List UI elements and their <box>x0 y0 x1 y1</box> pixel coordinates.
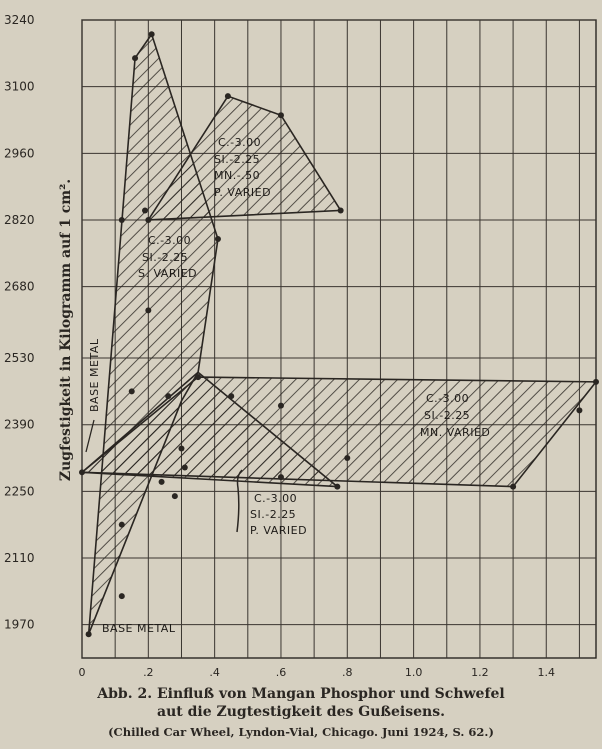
label-s-varied-line3: S. VARIED <box>138 267 198 280</box>
x-tick-label: .8 <box>342 666 353 679</box>
label-p-varied-line2: SI.-2.25 <box>250 508 297 521</box>
x-tick-label: .4 <box>209 666 220 679</box>
label-s-varied-line2: SI.-2.25 <box>142 251 189 264</box>
series-layer <box>79 31 599 637</box>
data-point-s_varied <box>215 236 221 242</box>
data-point-p_varied <box>278 474 284 480</box>
label-mn-varied-line3: MN. VARIED <box>420 426 491 439</box>
data-point-p_varied <box>182 465 188 471</box>
data-point-mn_varied <box>576 407 582 413</box>
data-point-s_varied <box>149 31 155 37</box>
data-point-p_varied <box>334 484 340 490</box>
annotation-base-metal-bottom: BASE METAL <box>102 622 176 635</box>
y-tick-label: 3100 <box>4 79 35 94</box>
x-tick-label: .2 <box>143 666 154 679</box>
y-tick-label: 2110 <box>4 551 35 566</box>
label-mn-p050-line4: P. VARIED <box>214 186 272 199</box>
data-point-s_varied <box>145 307 151 313</box>
label-mn-varied-line2: SI.-2.25 <box>424 409 471 422</box>
data-point-p_varied <box>228 393 234 399</box>
data-point-s_varied <box>119 593 125 599</box>
data-point-s_varied <box>132 55 138 61</box>
caption-line2: aut die Zugtestigkeit des Gußeisens. <box>157 704 445 720</box>
caption-line3: (Chilled Car Wheel, Lyndon-Vial, Chicago. Juni 1924, S. 62.) <box>108 725 494 739</box>
x-tick-label: 1.2 <box>471 666 489 679</box>
label-p-varied-line3: P. VARIED <box>250 524 308 537</box>
data-point-mn_p050 <box>225 93 231 99</box>
y-tick-label: 2250 <box>4 484 35 499</box>
y-tick-label: 2680 <box>4 279 35 294</box>
data-point-mn_varied <box>593 379 599 385</box>
data-point-s_varied <box>119 522 125 528</box>
data-point-mn_p050 <box>338 207 344 213</box>
label-mn-p050-line2: SI.-2.25 <box>214 153 261 166</box>
caption-line1: Abb. 2. Einfluß von Mangan Phosphor und Schwefel <box>97 686 505 702</box>
label-mn-p050-line1: C.-3.00 <box>218 136 262 149</box>
data-point-s_varied <box>119 217 125 223</box>
x-tick-label: .6 <box>275 666 287 679</box>
x-tick-label: 1.0 <box>404 666 423 679</box>
annotation-base-metal-vertical: BASE METAL <box>88 338 101 412</box>
label-p-varied-line1: C.-3.00 <box>254 492 298 505</box>
series-s_varied <box>86 31 221 637</box>
y-tick-label: 2820 <box>4 212 35 227</box>
data-point-s_varied <box>129 388 135 394</box>
y-tick-label: 1970 <box>4 617 35 632</box>
data-point-mn_p050 <box>278 112 284 118</box>
y-axis-label: Zugfestigkeit in Kilogramm auf 1 cm². <box>58 178 74 482</box>
data-point-s_varied <box>142 207 148 213</box>
data-point-mn_varied <box>510 484 516 490</box>
data-point-mn_varied <box>344 455 350 461</box>
data-point-s_varied <box>159 479 165 485</box>
label-s-varied-line1: C.-3.00 <box>148 234 192 247</box>
label-mn-varied-line1: C.-3.00 <box>426 392 470 405</box>
data-point-mn_varied <box>278 403 284 409</box>
x-tick-label: 0 <box>78 666 86 679</box>
data-point-s_varied <box>86 631 92 637</box>
series-area-s_varied <box>89 34 218 634</box>
data-point-p_varied <box>165 393 171 399</box>
y-tick-label: 3240 <box>4 13 35 27</box>
data-point-s_varied <box>172 493 178 499</box>
y-tick-label: 2390 <box>4 417 35 432</box>
label-mn-p050-line3: MN.-.50 <box>214 169 261 182</box>
x-tick-label: 1.4 <box>537 666 556 679</box>
y-tick-label: 2960 <box>4 146 35 161</box>
y-tick-label: 2530 <box>4 351 35 366</box>
